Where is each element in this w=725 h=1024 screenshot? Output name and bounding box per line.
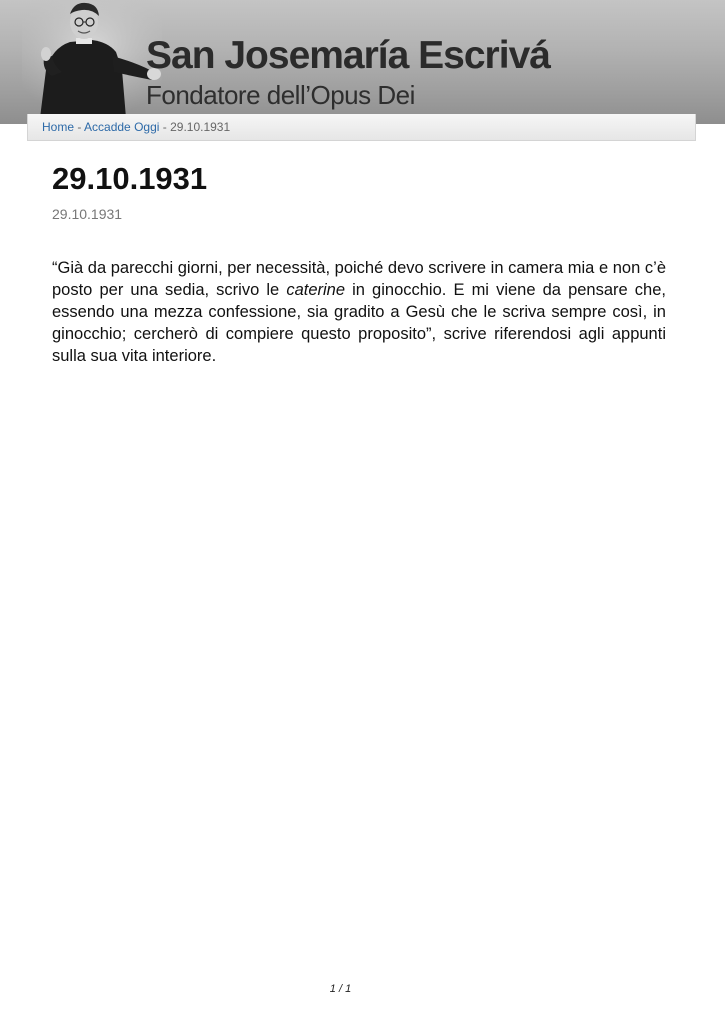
article-text-part: “Già da parecchi giorni, per necessità, poiché devo scrivere in camera mia e non c’è posto per una sedia, scrivo le — [52, 259, 666, 299]
article-emphasis: caterine — [286, 281, 346, 299]
breadcrumb-section-link[interactable]: Accadde Oggi — [84, 120, 160, 134]
article-text-part: in ginocchio. E mi viene da pensare che, essendo una mezza confessione, sia gradito a Gesù che le scriva sempre così, in ginocchio; cercherò di compiere questo proposito”, scrive riferendosi agli appunti sulla sua vita interiore. — [52, 281, 666, 365]
article-body — [52, 257, 666, 367]
saint-portrait-image — [22, 0, 162, 118]
page-number: 1 / 1 — [329, 983, 352, 995]
site-subtitle: Fondatore dell’Opus Dei — [146, 80, 415, 110]
site-banner — [0, 0, 725, 124]
breadcrumb — [27, 114, 696, 141]
article-date: 29.10.1931 — [52, 206, 123, 222]
page-title: 29.10.1931 — [52, 161, 208, 196]
breadcrumb-separator: - — [74, 120, 85, 134]
breadcrumb-current: 29.10.1931 — [170, 120, 231, 134]
site-title: San Josemaría Escrivá — [146, 34, 550, 77]
breadcrumb-separator: - — [159, 120, 171, 134]
breadcrumb-home-link[interactable]: Home — [42, 120, 75, 134]
